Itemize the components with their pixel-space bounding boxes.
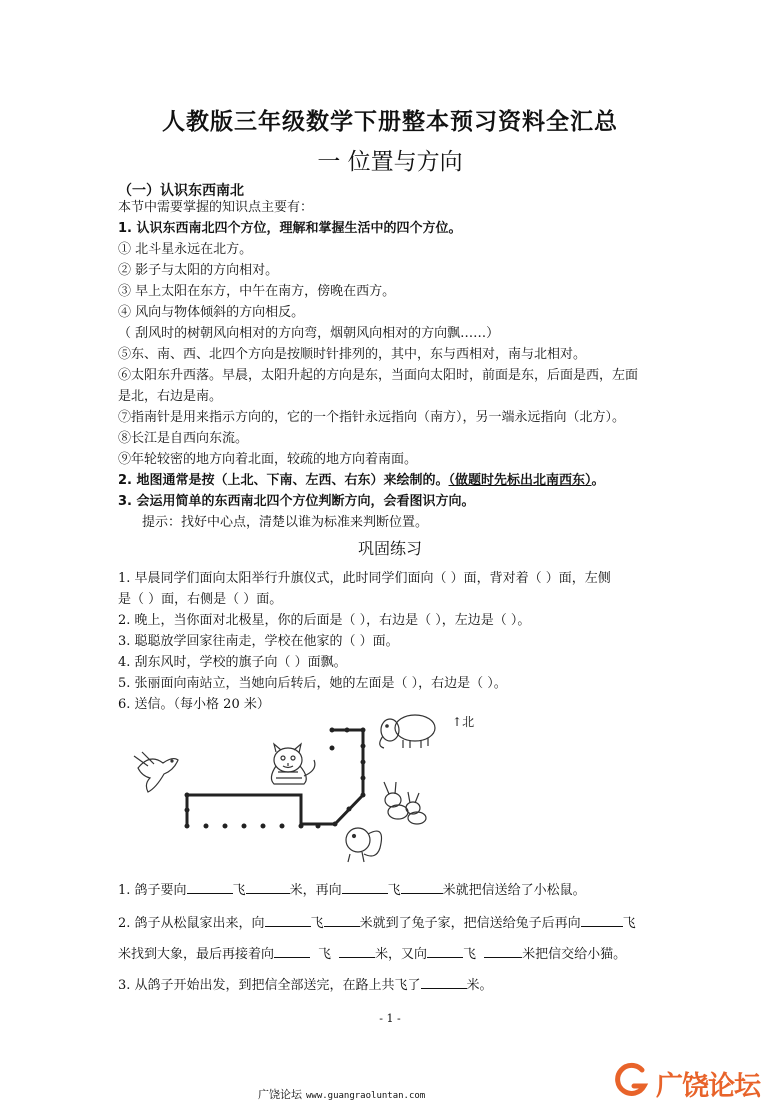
q2-text: 飞 [622,916,636,931]
logo-icon [612,1062,652,1098]
list-item: ⑥太阳东升西落。早晨，太阳升起的方向是东，当面向太阳时，前面是东，后面是西，左面 [118,368,639,383]
exercise-item: 2. 晚上，当你面对北极星，你的后面是（ ），右边是（ ），左边是（ ）。 [118,613,531,628]
list-item: ⑨年轮较密的地方向着北面，较疏的地方向着南面。 [118,452,418,467]
q1-text: 1. 鸽子要向 [118,883,187,898]
question-1 [118,880,586,899]
cat-icon [271,744,314,784]
footer [258,1086,425,1102]
exercise-item: 是（ ）面，右侧是（ ）面。 [118,592,283,607]
pigeon-icon [134,752,178,792]
north-indicator [452,713,474,730]
route-diagram [128,708,468,866]
exercise-item: 1. 早晨同学们面向太阳举行升旗仪式，此时同学们面向（ ）面，背对着（ ）面，左侧 [118,571,611,586]
route-dots [185,728,366,829]
list-item: ④ 风向与物体倾斜的方向相反。 [118,305,305,320]
q2-text: 米找到大象，最后再接着向 [118,947,275,962]
q3-text: 米。 [466,978,493,993]
list-item: ⑤东、南、西、北四个方向是按顺时针排列的，其中，东与西相对，南与北相对。 [118,347,587,362]
answer-blank[interactable] [581,913,623,927]
q2-text: 飞 [310,916,324,931]
knowledge-point-3: 3. 会运用简单的东西南北四个方位判断方向，会看图识方向。 [118,494,475,509]
section-heading: （一）认识东西南北 [118,183,244,199]
exercise-item: 3. 聪聪放学回家往南走，学校在他家的（ ）面。 [118,634,399,649]
knowledge-point-1: 1. 认识东西南北四个方位，理解和掌握生活中的四个方位。 [118,221,462,236]
elephant-icon [380,715,435,748]
list-item: 是北，右边是南。 [118,389,223,404]
question-2-continued [118,944,626,963]
rabbit-icon [384,782,426,824]
list-item: ② 影子与太阳的方向相对。 [118,263,279,278]
answer-blank[interactable] [401,880,443,894]
answer-blank[interactable] [187,880,233,894]
practice-title: 巩固练习 [357,539,422,558]
point2-text: 2. 地图通常是按（上北、下南、左西、右东）来绘制的。 [118,473,449,488]
list-item: ① 北斗星永远在北方。 [118,242,253,257]
answer-blank[interactable] [246,880,290,894]
q2-text: 米，又向 [375,947,428,962]
answer-blank[interactable] [274,944,310,958]
q1-text: 飞 [232,883,246,898]
list-item: （ 刮风时的树朝风向相对的方向弯，烟朝风向相对的方向飘……） [118,326,500,341]
exercise-item: 4. 刮东风时，学校的旗子向（ ）面飘。 [118,655,347,670]
list-item: ⑦指南针是用来指示方向的，它的一个指针永远指向（南方），另一端永远指向（北方）。 [118,410,626,425]
footer-site-name: 广饶论坛 [258,1088,302,1101]
exercise-item: 6. 送信。（每小格 20 米） [118,697,270,712]
point2-note: （做题时先标出北南西东） [448,473,592,488]
answer-blank[interactable] [324,913,360,927]
question-3 [118,975,493,994]
q2-text: 2. 鸽子从松鼠家出来，向 [118,916,265,931]
page-number: - 1 - [379,1012,401,1025]
question-2 [118,913,636,932]
list-item: ③ 早上太阳在东方，中午在南方，傍晚在西方。 [118,284,396,299]
squirrel-icon [346,828,382,862]
answer-blank[interactable] [265,913,311,927]
q1-text: 飞 [387,883,401,898]
q2-text: 米把信交给小猫。 [522,947,627,962]
document-title: 人教版三年级数学下册整本预习资料全汇总 [162,109,618,135]
point2-end: 。 [591,473,605,488]
tip-text: 提示：找好中心点，清楚以谁为标准来判断位置。 [142,515,429,530]
q2-text: 飞 [463,947,477,962]
answer-blank[interactable] [339,944,375,958]
knowledge-point-2 [118,473,605,489]
q1-text: 米，再向 [289,883,342,898]
q1-text: 米就把信送给了小松鼠。 [442,883,586,898]
q2-text: 米就到了兔子家，把信送给兔子后再向 [359,916,581,931]
list-item: ⑧长江是自西向东流。 [118,431,249,446]
q2-text: 飞 [318,947,332,962]
answer-blank[interactable] [342,880,388,894]
answer-blank[interactable] [427,944,463,958]
answer-blank[interactable] [484,944,522,958]
q3-text: 3. 从鸽子开始出发，到把信全部送完，在路上共飞了 [118,978,421,993]
exercise-item: 5. 张丽面向南站立，当她向后转后，她的左面是（ ），右边是（ ）。 [118,676,507,691]
site-logo [612,1062,774,1102]
footer-url[interactable]: www.guangraoluntan.com [306,1091,426,1101]
answer-blank[interactable] [421,975,467,989]
north-label: 北 [462,715,475,729]
intro-text: 本节中需要掌握的知识点主要有： [118,200,314,215]
north-arrow-icon: ↑ [452,715,463,729]
logo-text: 广饶论坛 [656,1071,760,1102]
chapter-title: 一 位置与方向 [317,149,463,175]
